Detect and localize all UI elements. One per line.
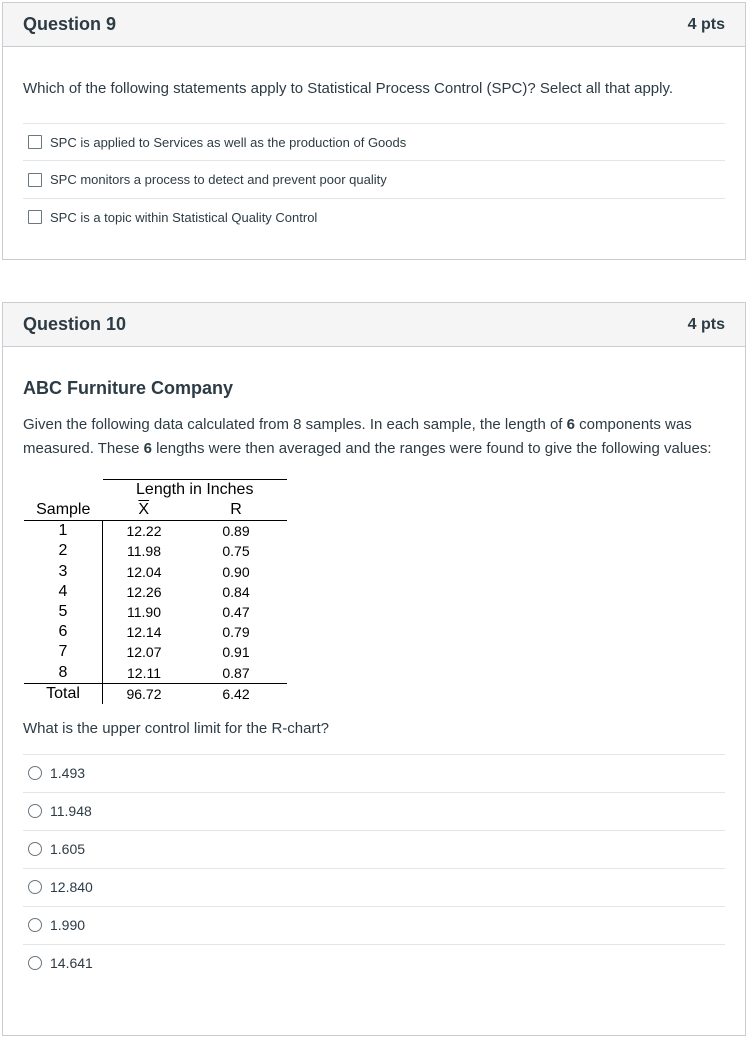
sample-cell: 5 [24, 602, 103, 622]
radio-button[interactable] [28, 766, 42, 780]
table-row [24, 602, 287, 622]
q9-option-2-label: SPC monitors a process to detect and prevent poor quality [50, 172, 387, 187]
col-r-header: R [185, 500, 287, 521]
radio-button[interactable] [28, 956, 42, 970]
r-cell: 0.79 [222, 624, 250, 641]
question-10-card [2, 302, 746, 1036]
q10-option-4[interactable] [23, 868, 725, 906]
question-9-text: Which of the following statements apply to Statistical Process Control (SPC)? Select all that apply. [23, 80, 674, 97]
r-cell: 0.90 [222, 563, 250, 580]
q9-option-2[interactable] [23, 160, 725, 198]
q10-option-6[interactable] [23, 944, 725, 982]
col-sample-header: Sample [24, 500, 103, 521]
q10-option-3[interactable] [23, 830, 725, 868]
sample-cell: 4 [24, 582, 103, 602]
q10-option-2[interactable] [23, 792, 725, 830]
xbar-cell: 12.14 [126, 624, 162, 641]
q9-option-3-label: SPC is a topic within Statistical Quality Control [50, 209, 318, 225]
table-row [24, 541, 287, 561]
q10-option-label: 12.840 [50, 879, 93, 896]
xbar-cell: 12.07 [126, 644, 162, 661]
checkbox[interactable] [28, 173, 42, 187]
q10-option-label: 1.493 [50, 765, 86, 782]
question-9-card [2, 2, 746, 260]
question-9-header [3, 3, 745, 47]
radio-button[interactable] [28, 804, 42, 818]
r-cell: 0.47 [222, 604, 250, 621]
table-row [24, 562, 287, 582]
intro-part-a: Given the following data calculated from 8 samples. In each sample, the length of [23, 416, 567, 433]
q9-option-3[interactable] [23, 198, 725, 235]
total-xbar: 96.72 [103, 683, 186, 704]
question-10-header [3, 303, 745, 347]
sample-cell: 8 [24, 663, 103, 684]
table-row [24, 521, 287, 542]
q10-option-label: 14.641 [50, 955, 93, 972]
col-xbar-header: $\overline{X}$ [138, 501, 150, 519]
sample-cell: 3 [24, 562, 103, 582]
q10-option-5[interactable] [23, 906, 725, 944]
total-label: Total [24, 683, 103, 704]
question-10-prompt: What is the upper control limit for the R-chart? [23, 719, 329, 737]
question-9-title: Question 9 [23, 14, 117, 34]
company-heading: ABC Furniture Company [23, 378, 234, 398]
q9-option-1-label: SPC is applied to Services as well as the production of Goods [50, 134, 407, 150]
sample-cell: 7 [24, 642, 103, 662]
q10-option-label: 1.605 [50, 841, 86, 858]
checkbox[interactable] [28, 135, 42, 149]
q9-option-1[interactable] [23, 123, 725, 160]
sample-cell: 1 [24, 521, 103, 542]
xbar-cell: 11.98 [127, 543, 161, 560]
sample-cell: 6 [24, 622, 103, 642]
question-10-intro [23, 413, 725, 461]
xbar-cell: 11.90 [127, 604, 161, 621]
table-row [24, 642, 287, 662]
radio-button[interactable] [28, 918, 42, 932]
radio-button[interactable] [28, 880, 42, 894]
intro-number-2: 6 [143, 440, 152, 457]
question-10-title: Question 10 [23, 314, 127, 334]
r-cell: 0.87 [222, 664, 250, 681]
total-r: 6.42 [185, 683, 287, 704]
table-group-header: Length in Inches [103, 480, 288, 501]
question-9-points: 4 pts [687, 15, 725, 33]
q10-option-label: 11.948 [50, 803, 92, 820]
r-cell: 0.75 [222, 543, 250, 560]
xbar-cell: 12.22 [126, 523, 162, 540]
table-row [24, 622, 287, 642]
q10-option-label: 1.990 [50, 917, 86, 934]
intro-part-b: components was measured. These [23, 416, 692, 457]
checkbox[interactable] [28, 210, 42, 224]
table-row [24, 663, 287, 684]
table-row [24, 582, 287, 602]
intro-part-c: lengths were then averaged and the ranges were found to give the following values: [151, 440, 712, 457]
xbar-cell: 12.04 [126, 563, 162, 580]
sample-data-table [24, 479, 725, 704]
radio-button[interactable] [28, 842, 42, 856]
xbar-cell: 12.26 [126, 583, 162, 600]
r-cell: 0.89 [222, 523, 250, 540]
sample-cell: 2 [24, 541, 103, 561]
q10-option-1[interactable] [23, 754, 725, 792]
r-cell: 0.84 [222, 583, 250, 600]
intro-number-1: 6 [566, 416, 575, 433]
r-cell: 0.91 [222, 644, 250, 661]
question-10-points: 4 pts [687, 315, 725, 333]
xbar-cell: 12.11 [127, 664, 161, 681]
